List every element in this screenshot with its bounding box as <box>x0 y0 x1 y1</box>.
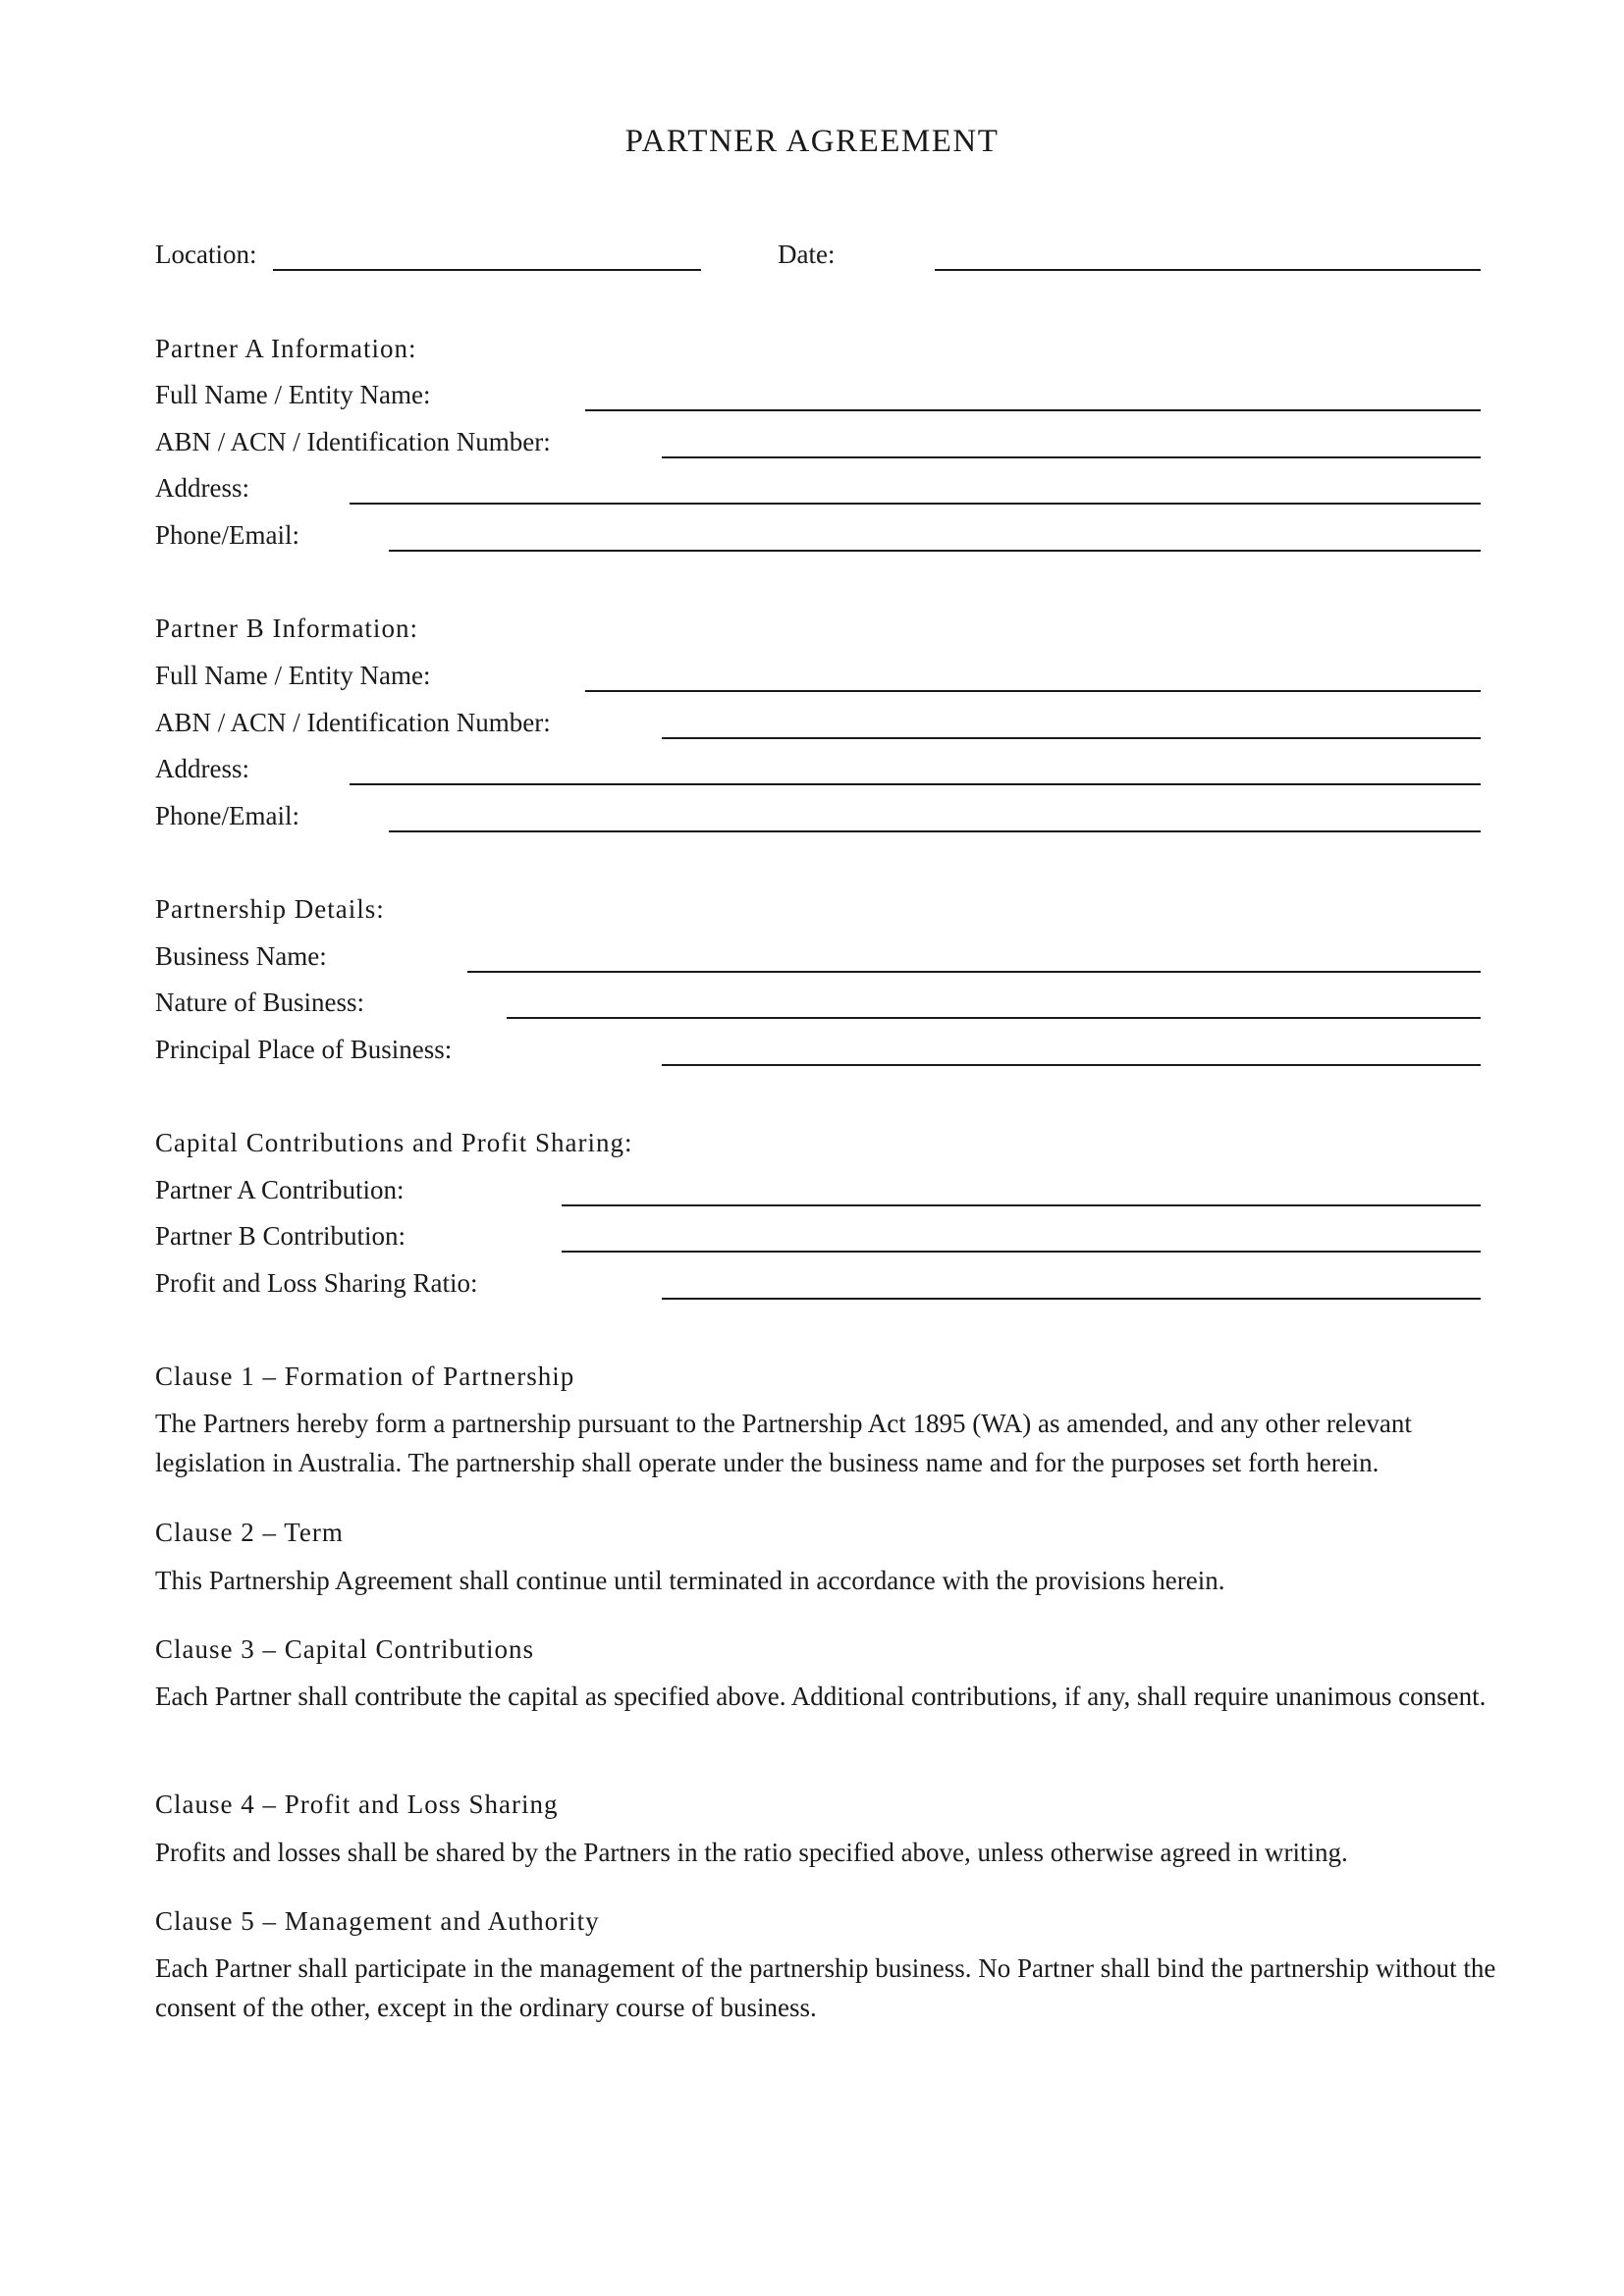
partner-a-contribution-label: Partner A Contribution: <box>155 1175 405 1204</box>
sharing-ratio-label: Profit and Loss Sharing Ratio: <box>155 1268 478 1298</box>
partner-a-heading: Partner A Information: <box>155 334 417 363</box>
sharing-ratio-field[interactable] <box>662 1298 1481 1300</box>
location-field[interactable] <box>273 269 701 271</box>
business-name-label: Business Name: <box>155 941 327 971</box>
clause-4-heading: Clause 4 – Profit and Loss Sharing <box>155 1789 559 1819</box>
partner-a-contact-label: Phone/Email: <box>155 520 299 550</box>
partner-a-address-field[interactable] <box>350 503 1481 505</box>
clause-1-heading: Clause 1 – Formation of Partnership <box>155 1362 575 1391</box>
partner-b-contribution-label: Partner B Contribution: <box>155 1221 406 1251</box>
principal-place-field[interactable] <box>662 1064 1481 1066</box>
partner-a-full-name-label: Full Name / Entity Name: <box>155 380 431 409</box>
partner-b-contact-label: Phone/Email: <box>155 801 299 830</box>
partner-a-id-label: ABN / ACN / Identification Number: <box>155 427 551 456</box>
business-name-field[interactable] <box>467 971 1481 973</box>
partner-b-contribution-field[interactable] <box>562 1251 1481 1253</box>
clause-3-heading: Clause 3 – Capital Contributions <box>155 1634 534 1664</box>
partner-a-id-field[interactable] <box>662 456 1481 458</box>
partner-a-full-name-field[interactable] <box>585 409 1481 411</box>
clause-2-text: This Partnership Agreement shall continue until terminated in accordance with the provisions herein. <box>155 1566 1225 1595</box>
nature-of-business-label: Nature of Business: <box>155 988 364 1017</box>
partner-b-contact-field[interactable] <box>389 830 1481 832</box>
partner-b-full-name-label: Full Name / Entity Name: <box>155 661 431 690</box>
date-label: Date: <box>778 240 836 269</box>
date-field[interactable] <box>935 269 1481 271</box>
principal-place-label: Principal Place of Business: <box>155 1035 453 1064</box>
clause-5-heading: Clause 5 – Management and Authority <box>155 1906 600 1936</box>
partner-b-full-name-field[interactable] <box>585 690 1481 692</box>
partner-a-address-label: Address: <box>155 473 249 503</box>
partnership-heading: Partnership Details: <box>155 894 385 924</box>
clause-1-text: The Partners hereby form a partnership pursuant to the Partnership Act 1895 (WA) as amended, and any other relevant legislation in Australia. The partnership shall operate under the business name and for the purposes set forth herein. <box>155 1409 1412 1477</box>
partner-b-address-label: Address: <box>155 754 249 783</box>
partner-b-id-field[interactable] <box>662 737 1481 739</box>
nature-of-business-field[interactable] <box>507 1017 1481 1019</box>
location-label: Location: <box>155 240 257 269</box>
partner-b-address-field[interactable] <box>350 783 1481 785</box>
document-title: PARTNER AGREEMENT <box>624 124 1000 159</box>
clause-4-text: Profits and losses shall be shared by the Partners in the ratio specified above, unless otherwise agreed in writing. <box>155 1838 1348 1867</box>
partner-b-heading: Partner B Information: <box>155 614 418 643</box>
clause-5-text: Each Partner shall participate in the management of the partnership business. No Partner shall bind the partnership without the consent of the other, except in the ordinary course of business. <box>155 1953 1496 2022</box>
partner-b-id-label: ABN / ACN / Identification Number: <box>155 708 551 737</box>
partner-a-contact-field[interactable] <box>389 550 1481 552</box>
clause-3-text: Each Partner shall contribute the capital as specified above. Additional contributions, if any, shall require unanimous consent. <box>155 1682 1487 1711</box>
partner-a-contribution-field[interactable] <box>562 1204 1481 1206</box>
capital-heading: Capital Contributions and Profit Sharing: <box>155 1128 633 1157</box>
clause-2-heading: Clause 2 – Term <box>155 1518 344 1547</box>
